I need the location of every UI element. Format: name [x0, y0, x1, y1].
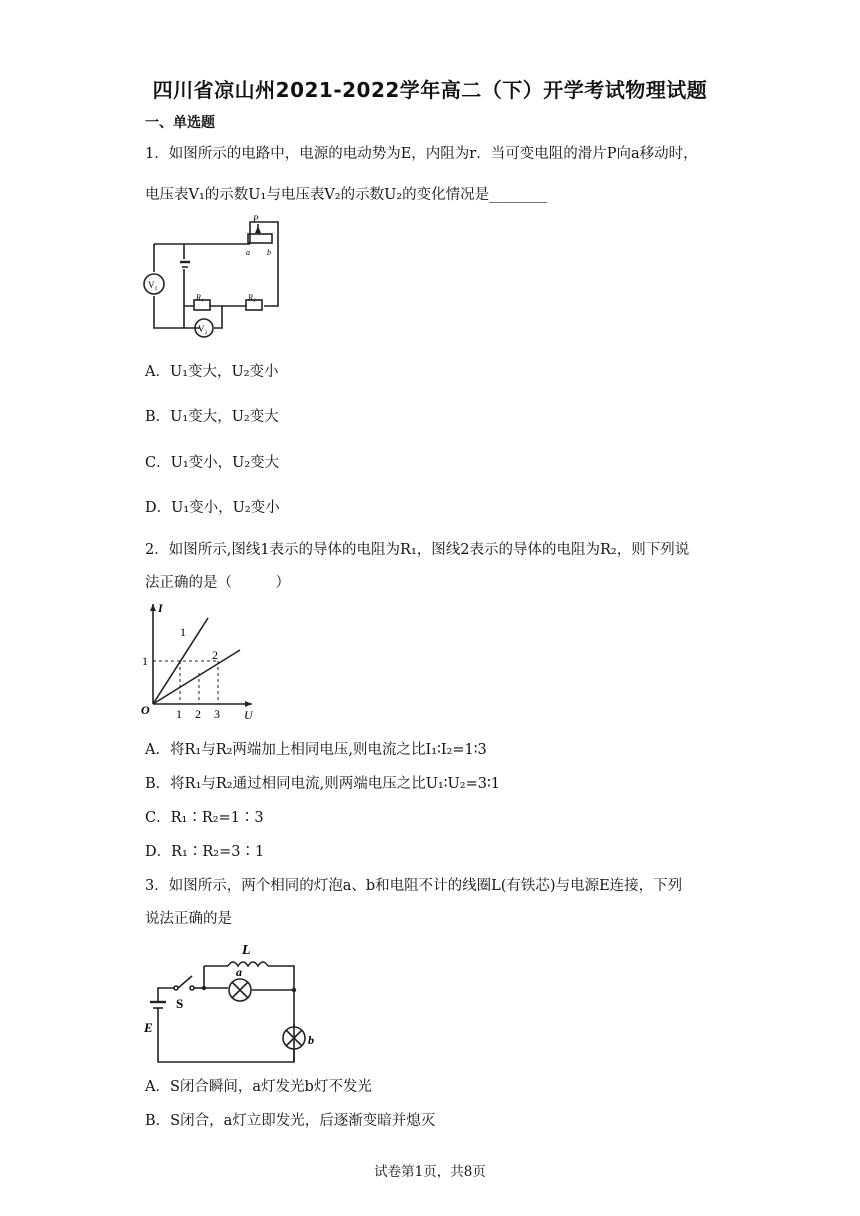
q3-stem-line2: 说法正确的是 [145, 911, 232, 927]
graph-label-u: U [244, 708, 253, 722]
fig1-label-r1: R₁ [196, 293, 204, 302]
q1-stem-line1: 1．如图所示的电路中，电源的电动势为E，内阻为r．当可变电阻的滑片P向a移动时， [145, 146, 698, 162]
fig3-label-e: E [144, 1020, 153, 1035]
page-title: 四川省凉山州2021-2022学年高二（下）开学考试物理试题 [152, 78, 708, 102]
graph-line2-label: 2 [212, 648, 218, 662]
fig3-label-a: a [236, 965, 242, 979]
q1-option-c: C．U₁变小，U₂变大 [145, 455, 280, 471]
fig1-label-v2: V₂ [198, 324, 208, 334]
graph-xtick-2: 2 [195, 707, 201, 721]
graph-xtick-1: 1 [176, 707, 182, 721]
q2-stem-line2: 法正确的是（ ） [145, 575, 290, 591]
q2-option-b: B．将R₁与R₂通过相同电流,则两端电压之比U₁∶U₂=3∶1 [145, 776, 500, 792]
q3-circuit-figure [140, 932, 320, 1066]
q2-iu-graph [138, 598, 262, 724]
fig3-label-s: S [176, 996, 184, 1011]
fig3-label-l: L [242, 943, 251, 958]
fig1-label-b: b [267, 248, 271, 257]
section-heading: 一、单选题 [145, 115, 215, 131]
q3-option-a: A．S闭合瞬间，a灯发光b灯不发光 [145, 1079, 372, 1095]
q2-stem-line1: 2．如图所示,图线1表示的导体的电阻为R₁，图线2表示的导体的电阻为R₂，则下列说 [145, 542, 690, 558]
q1-stem-line2: 电压表V₁的示数U₁与电压表V₂的示数U₂的变化情况是________ [145, 187, 548, 203]
graph-ytick-1: 1 [142, 654, 148, 668]
q2-option-a: A．将R₁与R₂两端加上相同电压,则电流之比I₁∶I₂=1∶3 [145, 742, 487, 758]
q1-option-d: D．U₁变小，U₂变小 [145, 500, 280, 516]
fig1-label-v1: V₁ [148, 280, 158, 290]
q1-option-b: B．U₁变大，U₂变大 [145, 409, 279, 425]
page-footer: 试卷第1页，共8页 [374, 1164, 486, 1180]
graph-xtick-3: 3 [214, 707, 220, 721]
fig1-label-p: P [253, 214, 259, 224]
graph-label-o: O [141, 703, 150, 717]
q2-option-c: C．R₁∶R₂=1∶3 [145, 810, 264, 826]
q1-circuit-figure [140, 214, 290, 338]
fig1-label-r2: R₂ [248, 293, 256, 302]
graph-label-i: I [158, 601, 163, 615]
graph-line1-label: 1 [180, 625, 186, 639]
q1-option-a: A．U₁变大，U₂变小 [145, 364, 279, 380]
q3-stem-line1: 3．如图所示，两个相同的灯泡a、b和电阻不计的线圈L(有铁芯)与电源E连接，下列 [145, 878, 683, 894]
q2-option-d: D．R₁∶R₂=3∶1 [145, 844, 265, 860]
fig3-label-b: b [308, 1033, 314, 1047]
fig1-label-a: a [246, 248, 250, 257]
q3-option-b: B．S闭合，a灯立即发光，后逐渐变暗并熄灭 [145, 1113, 436, 1129]
